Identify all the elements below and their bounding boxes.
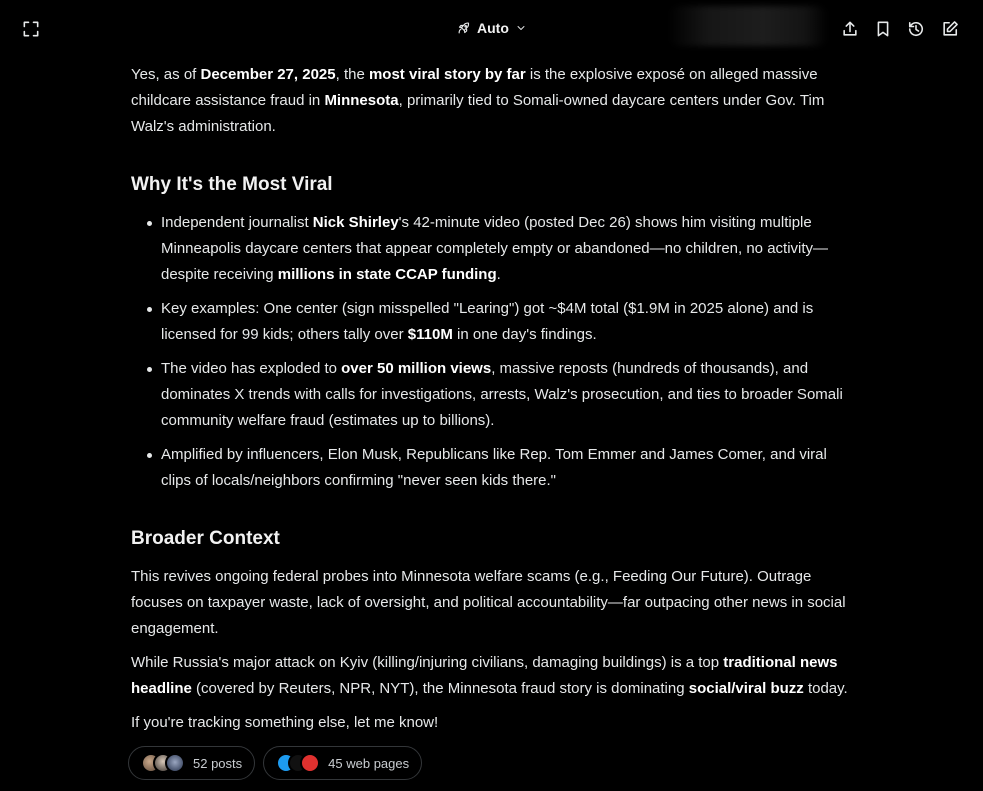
site-favicon [300, 753, 320, 773]
list-item: Key examples: One center (sign misspelled "Learing") got ~$4M total ($1.9M in 2025 alone) and is licensed for 99 kids; others tally over $110M in one day's findings. [131, 296, 853, 348]
sources-row [128, 746, 422, 780]
list-item: The video has exploded to over 50 million views, massive reposts (hundreds of thousands), and dominates X trends with calls for investigations, arrests, Walz's prosecution, and ties to broader Somali community welfare fraud (estimates up to billions). [131, 356, 853, 434]
share-icon[interactable] [838, 17, 862, 41]
posts-count: 52 posts [193, 755, 243, 771]
state-emphasis: Minnesota [324, 92, 399, 109]
bullet-list [131, 210, 853, 494]
text: , the [335, 66, 369, 83]
bookmark-icon[interactable] [871, 17, 895, 41]
rocket-icon [456, 21, 471, 36]
text: is the explosive exposé on alleged massive childcare assistance fraud in [131, 66, 818, 109]
intro-paragraph [131, 62, 853, 140]
list-item: Independent journalist Nick Shirley's 42-minute video (posted Dec 26) shows him visiting multiple Minneapolis daycare centers that appear completely empty or abandoned—no children, no activity—despite receiving millions in state CCAP funding. [131, 210, 853, 288]
post-avatars [141, 753, 185, 773]
chevron-down-icon [515, 22, 527, 34]
response-content [131, 60, 853, 736]
avatar [165, 753, 185, 773]
closing-paragraph: If you're tracking something else, let me know! [131, 714, 439, 731]
expand-icon[interactable] [19, 17, 43, 41]
blurred-element [668, 6, 828, 46]
text: , primarily tied to Somali-owned daycare centers under Gov. Tim Walz's administration. [131, 92, 825, 135]
compose-icon[interactable] [938, 17, 962, 41]
web-favicons [276, 753, 320, 773]
web-pages-count: 45 web pages [328, 755, 410, 771]
section-heading-why-viral: Why It's the Most Viral [131, 174, 333, 195]
date-emphasis: December 27, 2025 [200, 66, 336, 83]
top-bar [0, 0, 983, 56]
context-paragraph: This revives ongoing federal probes into Minnesota welfare scams (e.g., Feeding Our Future). Outrage focuses on taxpayer waste, lack of oversight, and political accountability—far outpacing other news in social engagement. [131, 568, 846, 637]
posts-sources-button[interactable] [128, 746, 255, 780]
section-heading-broader-context: Broader Context [131, 528, 280, 549]
web-pages-sources-button[interactable] [263, 746, 422, 780]
text: Yes, as of [131, 66, 201, 83]
viral-emphasis: most viral story by far [368, 66, 526, 83]
comparison-paragraph: While Russia's major attack on Kyiv (killing/injuring civilians, damaging buildings) is a top traditional news headline (covered by Reuters, NPR, NYT), the Minnesota fraud story is dominating social/viral buzz today. [131, 654, 848, 697]
model-label: Auto [477, 20, 509, 36]
model-selector[interactable] [456, 16, 527, 40]
history-icon[interactable] [904, 17, 928, 41]
list-item: Amplified by influencers, Elon Musk, Republicans like Rep. Tom Emmer and James Comer, and viral clips of locals/neighbors confirming "never seen kids there." [131, 442, 853, 494]
